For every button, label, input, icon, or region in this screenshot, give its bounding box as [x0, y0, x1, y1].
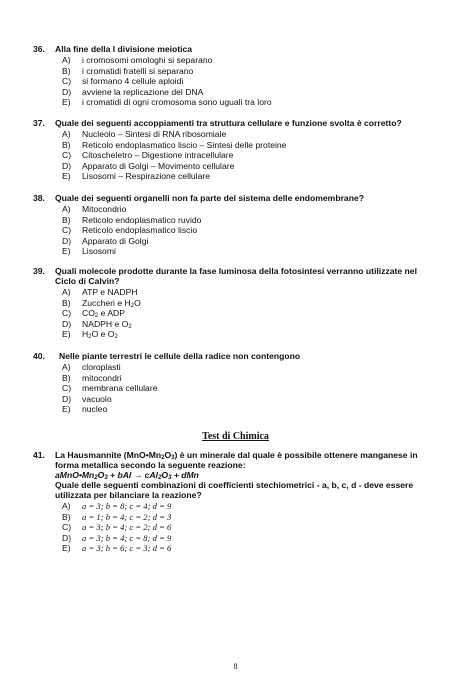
text-fragment: Zuccheri e H	[82, 297, 131, 308]
option-text: Lisosomi	[82, 246, 116, 257]
answer-option	[62, 329, 141, 340]
question-stem: Quale dei seguenti accoppiamenti tra struttura cellulare e funzione svolta è corretto?	[55, 118, 402, 128]
text-fragment: La Hausmannite (MnO•Mn	[55, 450, 162, 460]
option-text: Apparato di Golgi	[82, 235, 149, 246]
option-text: nucleo	[82, 404, 108, 415]
question-37-text	[33, 118, 402, 128]
option-letter: E)	[62, 543, 71, 554]
subscript: 3	[168, 475, 172, 481]
answer-option	[62, 161, 286, 172]
option-letter: A)	[62, 55, 71, 65]
option-letter: E)	[62, 97, 71, 108]
answer-option	[62, 501, 171, 512]
answer-option	[62, 171, 286, 182]
option-text: Reticolo endoplasmatico liscio – Sintesi delle proteine	[82, 139, 287, 150]
option-letter: E)	[62, 246, 71, 257]
subscript: 2	[130, 302, 135, 309]
option-letter: C)	[62, 225, 72, 236]
answer-option	[62, 394, 157, 405]
answer-option	[62, 150, 286, 161]
text-fragment: O	[161, 470, 169, 480]
option-text: cloroplasti	[82, 362, 121, 372]
answer-option	[62, 319, 141, 330]
subscript: 2	[114, 334, 118, 341]
subscript: 2	[94, 475, 98, 481]
answer-option	[62, 404, 157, 415]
text-fragment: + dMn	[171, 470, 199, 480]
answer-options	[62, 55, 272, 108]
answer-options	[62, 287, 141, 340]
option-letter: C)	[62, 150, 72, 161]
subscript: 2	[94, 313, 99, 320]
page-number: 8	[233, 662, 238, 671]
option-text: a = 3; b = 4; c = 2; d = 6	[82, 522, 172, 533]
option-letter: C)	[62, 522, 72, 533]
text-fragment: e ADP	[98, 308, 125, 319]
answer-option	[62, 543, 171, 554]
question-stem-line-4: Quale delle seguenti combinazioni di coefficienti stechiometrici - a, b, c, d - deve essere	[55, 480, 414, 490]
option-text: mitocondri	[82, 372, 122, 383]
text-fragment: + bAl → cAl	[107, 470, 159, 480]
answer-option	[62, 225, 201, 236]
question-39-text	[33, 266, 417, 276]
question-number: 37.	[33, 118, 45, 128]
option-text: a = 3; b = 6; c = 3; d = 6	[82, 543, 172, 554]
option-letter: E)	[62, 329, 71, 340]
answer-option	[62, 246, 201, 257]
option-letter: D)	[62, 318, 72, 329]
option-text	[82, 308, 125, 318]
question-number: 36.	[33, 44, 45, 54]
option-text: Mitocondrio	[82, 204, 127, 214]
question-40-text	[33, 351, 300, 361]
question-stem: Quali molecole prodotte durante la fase luminosa della fotosintesi verranno utilizzate nel	[55, 266, 417, 276]
answer-option	[62, 298, 141, 309]
option-letter: D)	[62, 532, 72, 543]
subscript: 3	[171, 455, 175, 461]
question-stem: Nelle piante terrestri le cellule della radice non contengono	[59, 351, 301, 361]
option-text: Nucleolo – Sintesi di RNA ribosomiale	[82, 129, 227, 139]
option-letter: D)	[62, 393, 72, 404]
answer-options	[62, 501, 171, 554]
option-letter: E)	[62, 171, 71, 182]
answer-option	[62, 129, 286, 140]
question-stem-line-5: utilizzata per bilanciare la reazione?	[55, 490, 202, 500]
answer-option	[62, 308, 141, 319]
question-number: 38.	[33, 193, 45, 203]
option-text: a = 1; b = 4; c = 2; d = 3	[82, 511, 172, 522]
option-text: i cromosomi omologhi si separano	[82, 55, 213, 65]
answer-options	[62, 129, 286, 182]
option-text: Apparato di Golgi – Movimento cellulare	[82, 160, 235, 171]
option-letter: B)	[62, 139, 71, 150]
option-letter: C)	[62, 76, 72, 87]
answer-option	[62, 97, 272, 108]
option-letter: A)	[62, 204, 71, 214]
section-title: Test di Chimica	[202, 431, 269, 442]
text-fragment: CO	[82, 308, 95, 319]
option-text: Reticolo endoplasmatico ruvido	[82, 214, 202, 225]
text-fragment: aMnO•Mn	[55, 470, 95, 480]
subscript: 3	[104, 475, 108, 481]
option-text	[82, 319, 132, 329]
option-letter: B)	[62, 372, 71, 383]
answer-option	[62, 215, 201, 226]
text-fragment: H	[82, 329, 89, 340]
option-letter: B)	[62, 65, 71, 76]
question-stem-line-2: forma metallica secondo la seguente reazione:	[55, 460, 246, 470]
question-stem: Quale dei seguenti organelli non fa parte del sistema delle endomembrane?	[55, 193, 364, 203]
answer-option	[62, 383, 157, 394]
question-stem: Alla fine della I divisione meiotica	[55, 44, 193, 54]
option-text: Lisosomi – Respirazione cellulare	[82, 171, 211, 182]
subscript: 2	[88, 334, 92, 341]
answer-option	[62, 140, 286, 151]
option-letter: D)	[62, 86, 72, 97]
option-text	[82, 298, 141, 308]
option-letter: A)	[62, 362, 71, 372]
answer-options	[62, 362, 157, 415]
question-stem-continued: Ciclo di Calvin?	[55, 276, 120, 286]
answer-option	[62, 87, 272, 98]
answer-option	[62, 533, 171, 544]
reaction-equation	[55, 470, 199, 480]
answer-option	[62, 55, 272, 66]
subscript: 2	[158, 475, 162, 481]
text-fragment: ) è un minerale dal quale è possibile ottenere manganese in	[174, 450, 418, 460]
question-36-text	[33, 44, 192, 54]
answer-options	[62, 204, 201, 257]
text-fragment: O e O	[91, 329, 115, 340]
option-letter: B)	[62, 511, 71, 522]
option-text: a = 3; b = 8; c = 4; d = 9	[82, 501, 172, 511]
option-text	[82, 329, 118, 339]
question-stem	[55, 450, 418, 460]
text-fragment: NADPH e O	[82, 318, 129, 329]
answer-option	[62, 373, 157, 384]
text-fragment: O	[164, 450, 172, 460]
answer-option	[62, 76, 272, 87]
option-text: ATP e NADPH	[82, 287, 138, 297]
option-letter: D)	[62, 235, 72, 246]
option-text: si formano 4 cellule aploidi	[82, 76, 184, 87]
option-letter: A)	[62, 129, 71, 139]
option-letter: B)	[62, 297, 71, 308]
option-letter: C)	[62, 383, 72, 394]
option-text: membrana cellulare	[82, 383, 158, 394]
option-text: i cromatidi di ogni cromosoma sono uguali tra loro	[82, 97, 272, 108]
answer-option	[62, 512, 171, 523]
option-text: avviene la replicazione del DNA	[82, 86, 204, 97]
option-text: Reticolo endoplasmatico liscio	[82, 225, 198, 236]
option-text: a = 3; b = 4; c = 8; d = 9	[82, 532, 172, 543]
answer-option	[62, 362, 157, 373]
option-letter: A)	[62, 501, 71, 511]
option-letter: C)	[62, 308, 72, 319]
answer-option	[62, 236, 201, 247]
question-number: 40.	[33, 351, 45, 361]
text-fragment: O	[134, 297, 141, 308]
option-letter: D)	[62, 160, 72, 171]
option-text: i cromatidi fratelli si separano	[82, 65, 194, 76]
answer-option	[62, 66, 272, 77]
subscript: 2	[161, 455, 165, 461]
answer-option	[62, 522, 171, 533]
question-number: 39.	[33, 266, 45, 276]
answer-option	[62, 204, 201, 215]
option-text: Citoscheletro – Digestione intracellulare	[82, 150, 234, 161]
question-41-text	[33, 450, 418, 460]
answer-option	[62, 287, 141, 298]
option-letter: E)	[62, 404, 71, 415]
text-fragment: O	[97, 470, 105, 480]
option-text: vacuolo	[82, 393, 112, 404]
option-letter: A)	[62, 287, 71, 297]
question-number: 41.	[33, 450, 45, 460]
subscript: 2	[128, 323, 132, 330]
question-38-text	[33, 193, 364, 203]
option-letter: B)	[62, 214, 71, 225]
